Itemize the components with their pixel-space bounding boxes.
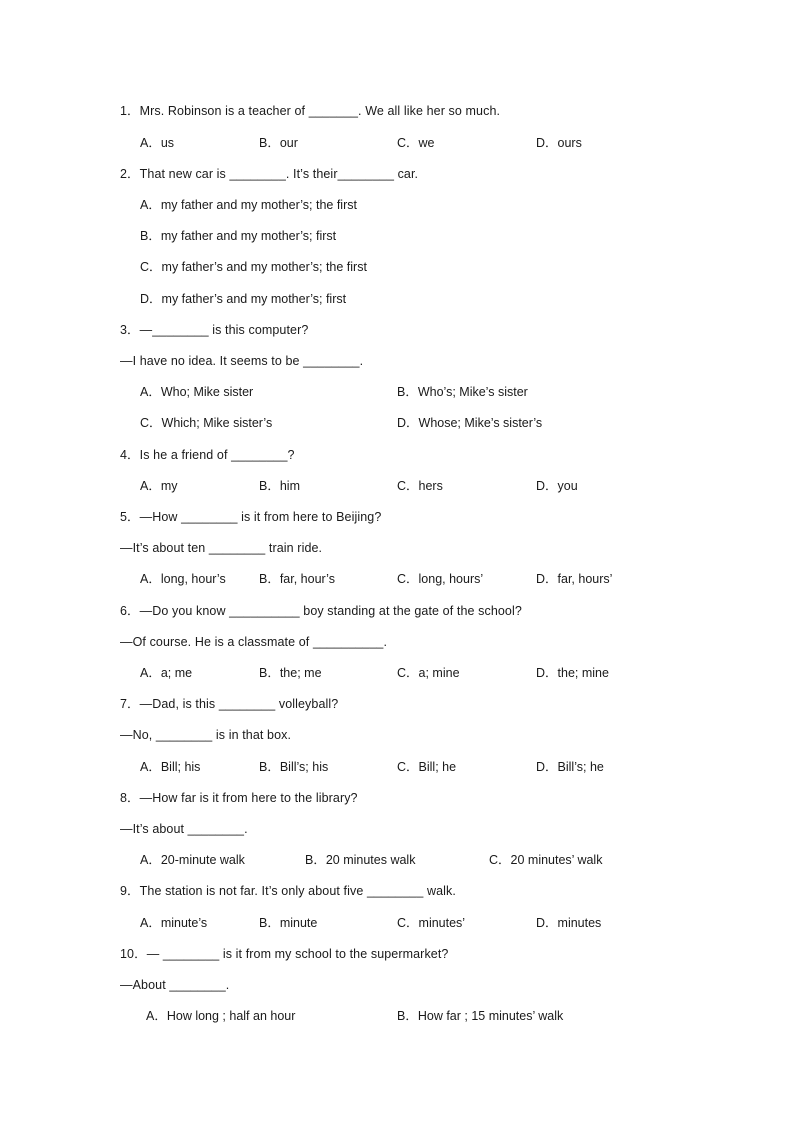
- question-5-response: —It’s about ten ________ train ride.: [120, 541, 323, 555]
- question-3-option-c[interactable]: C．Which; Mike sister’s: [140, 416, 273, 430]
- question-2-option-c[interactable]: C．my father’s and my mother’s; the first: [140, 260, 367, 274]
- question-9-option-b[interactable]: B．minute: [259, 916, 318, 930]
- question-7-response: —No, ________ is in that box.: [120, 728, 292, 742]
- question-5-option-d[interactable]: D．far, hours’: [536, 572, 613, 586]
- question-8-option-c[interactable]: C．20 minutes’ walk: [489, 853, 603, 867]
- question-3-option-b[interactable]: B．Who’s; Mike’s sister: [397, 385, 528, 399]
- question-7-option-c[interactable]: C．Bill; he: [397, 760, 457, 774]
- question-4-option-a[interactable]: A．my: [140, 479, 178, 493]
- question-10-response: —About ________.: [120, 978, 230, 992]
- question-5-stem: 5．—How ________ is it from here to Beijing?: [120, 510, 382, 524]
- question-6-option-d[interactable]: D．the; mine: [536, 666, 609, 680]
- question-5-option-a[interactable]: A．long, hour’s: [140, 572, 226, 586]
- question-6-option-b[interactable]: B．the; me: [259, 666, 322, 680]
- question-8-option-a[interactable]: A．20-minute walk: [140, 853, 245, 867]
- question-7-option-d[interactable]: D．Bill’s; he: [536, 760, 604, 774]
- question-5-option-c[interactable]: C．long, hours’: [397, 572, 484, 586]
- question-5-option-b[interactable]: B．far, hour’s: [259, 572, 335, 586]
- question-2-option-d[interactable]: D．my father’s and my mother’s; first: [140, 292, 347, 306]
- question-2-option-a[interactable]: A．my father and my mother’s; the first: [140, 198, 357, 212]
- question-2-stem: 2．That new car is ________. It’s their________ car.: [120, 167, 419, 181]
- question-3-stem: 3．—________ is this computer?: [120, 323, 309, 337]
- question-6-response: —Of course. He is a classmate of __________.: [120, 635, 388, 649]
- question-3-option-d[interactable]: D．Whose; Mike’s sister’s: [397, 416, 543, 430]
- question-1-option-c[interactable]: C．we: [397, 136, 435, 150]
- question-10-option-a[interactable]: A．How long ; half an hour: [146, 1009, 296, 1023]
- question-4-stem: 4．Is he a friend of ________?: [120, 448, 295, 462]
- question-7-stem: 7．—Dad, is this ________ volleyball?: [120, 697, 339, 711]
- question-1-stem: 1．Mrs. Robinson is a teacher of _______. We all like her so much.: [120, 104, 501, 118]
- question-9-stem: 9．The station is not far. It’s only about five ________ walk.: [120, 884, 456, 898]
- question-6-option-c[interactable]: C．a; mine: [397, 666, 460, 680]
- question-9-option-c[interactable]: C．minutes’: [397, 916, 466, 930]
- question-4-option-b[interactable]: B．him: [259, 479, 300, 493]
- question-10-stem: 10．— ________ is it from my school to the supermarket?: [120, 947, 449, 961]
- question-9-option-d[interactable]: D．minutes: [536, 916, 602, 930]
- question-8-response: —It’s about ________.: [120, 822, 248, 836]
- question-1-option-b[interactable]: B．our: [259, 136, 298, 150]
- question-8-stem: 8．—How far is it from here to the library?: [120, 791, 358, 805]
- question-6-stem: 6．—Do you know __________ boy standing at the gate of the school?: [120, 604, 522, 618]
- question-6-option-a[interactable]: A．a; me: [140, 666, 193, 680]
- question-7-option-b[interactable]: B．Bill’s; his: [259, 760, 329, 774]
- question-8-option-b[interactable]: B．20 minutes walk: [305, 853, 416, 867]
- question-3-option-a[interactable]: A．Who; Mike sister: [140, 385, 254, 399]
- question-3-response: —I have no idea. It seems to be ________.: [120, 354, 364, 368]
- question-2-option-b[interactable]: B．my father and my mother’s; first: [140, 229, 337, 243]
- question-10-option-b[interactable]: B．How far ; 15 minutes’ walk: [397, 1009, 564, 1023]
- question-9-option-a[interactable]: A．minute’s: [140, 916, 208, 930]
- question-4-option-d[interactable]: D．you: [536, 479, 578, 493]
- question-4-option-c[interactable]: C．hers: [397, 479, 443, 493]
- question-1-option-d[interactable]: D．ours: [536, 136, 582, 150]
- question-7-option-a[interactable]: A．Bill; his: [140, 760, 201, 774]
- question-1-option-a[interactable]: A．us: [140, 136, 175, 150]
